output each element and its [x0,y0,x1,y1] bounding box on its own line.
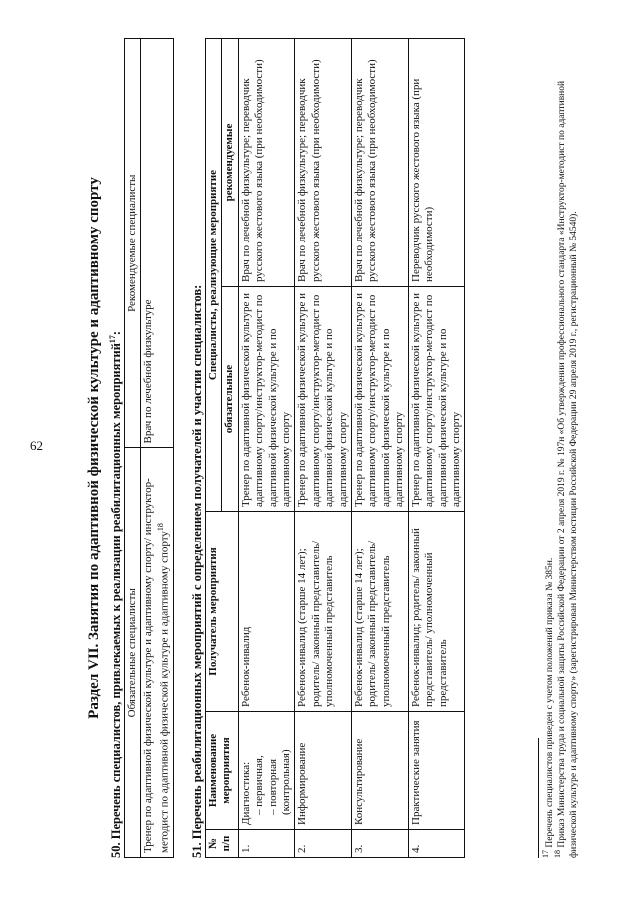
col-measure-name: Наименование мероприятия [206,712,239,830]
table-row [238,39,295,858]
measure-mandatory-specialists: Тренер по адаптивной физической культуре и адаптивному спорту/инструктор-методист по адаптивной физической культуре и по адаптивному спорту [295,287,352,512]
col-mandatory-specialists: Обязательные специалисты [125,448,141,858]
measure-subitem: – повторная (контрольная) [266,749,293,815]
measure-recommended-specialists: Врач по лечебной физкультуре; переводчик русского жестового языка (при необходимости) [295,39,352,287]
table-row [408,39,465,858]
col-recipient: Получатель мероприятия [206,512,239,712]
measure-name: Информирование [295,712,352,830]
measure-subitem: – первичная, [253,755,266,815]
measure-name: Консультирование [352,712,409,830]
measure-mandatory-specialists: Тренер по адаптивной физической культуре и адаптивному спорту/инструктор-методист по адаптивной физической культуре и по адаптивному спорту [238,287,295,512]
measure-recommended-specialists: Врач по лечебной физкультуре; переводчик русского жестового языка (при необходимости) [352,39,409,287]
measure-mandatory-specialists: Тренер по адаптивной физической культуре и адаптивному спорту/инструктор-методист по адаптивной физической культуре и по адаптивному спорту [408,287,465,512]
col-number: № п/п [206,830,239,858]
measure-recipient: Ребенок-инвалид (старше 14 лет); родитель/ законный представитель/ уполномоченный представитель [295,512,352,712]
col-recommended-specialists: Рекомендуемые специалисты [125,39,141,449]
row-number: 2. [295,830,352,858]
col-specialists-mandatory: обязательные [222,287,238,512]
measure-name: Диагностика: – первичная, – повторная (контрольная) [238,712,295,830]
footnote-ref-17: 17 [108,335,117,344]
col-specialists: Специалисты, реализующие мероприятие [206,39,222,512]
footnote-17: $^{17}$ Перечень специалистов приведен с учетом положений приказа № 385н. [541,557,556,858]
row-number: 3. [352,830,409,858]
measure-recipient: Ребенок-инвалид; родитель/ законный представитель/ уполномоченный представитель [408,512,465,712]
mandatory-specialists-cell: Тренер по адаптивной физической культуре и адаптивному спорту/ инструктор-методист по адаптивной физической культуре и адаптивному спорту$^{18}$ [141,448,173,858]
footnote-18: $^{18}$ Приказ Министерства труда и социальной защиты Российской Федерации от 2 апреля 2019 г. № 197н «Об утверждении профессионального стандарта «Инструктор-методист по адаптивной физической культуре и адаптивному спорту» (зарегистрирован Министерством юстиции Российской Федерации 29 апреля 2019 г., регистрационный № 54540). [553,80,579,858]
measure-recipient: Ребенок-инвалид [238,512,295,712]
section-50-heading: 50. Перечень специалистов, привлекаемых к реализации реабилитационных мероприятий$^{17}$: [108,330,124,858]
table-row [295,39,352,858]
section-title: Раздел VII. Занятия по адаптивной физической культуре и адаптивному спорту [86,177,102,719]
col-specialists-recommended: рекомендуемые [222,39,238,287]
footnote-ref-18: 18 [155,523,165,532]
measure-recipient: Ребенок-инвалид (старше 14 лет); родитель/ законный представитель/ уполномоченный представитель [352,512,409,712]
recommended-specialists-cell: Врач по лечебной физкультуре [141,39,173,449]
footnote-separator [538,738,539,858]
table-row [352,39,409,858]
row-number: 1. [238,830,295,858]
measure-recommended-specialists: Переводчик русского жестового языка (при необходимости) [408,39,465,287]
specialists-table [124,38,174,858]
row-number: 4. [408,830,465,858]
page-number: 62 [30,438,43,453]
measure-name: Практические занятия [408,712,465,830]
measure-mandatory-specialists: Тренер по адаптивной физической культуре и адаптивному спорту/инструктор-методист по адаптивной физической культуре и по адаптивному спорту [352,287,409,512]
measures-table [205,38,465,858]
section-51-heading: 51. Перечень реабилитационных мероприятий с определением получателей и участии специалистов: [190,284,204,858]
measure-recommended-specialists: Врач по лечебной физкультуре; переводчик русского жестового языка (при необходимости) [238,39,295,287]
